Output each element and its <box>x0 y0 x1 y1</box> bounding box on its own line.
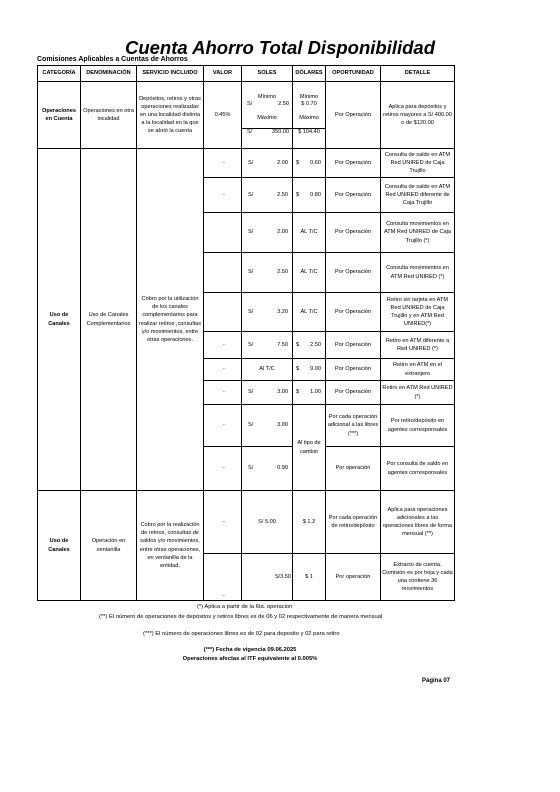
detalle-cell: Aplica para depósitos y retiros mayores a S/ 400.00 o de $120.00 <box>381 82 455 149</box>
footnote-3: (***) El número de operaciones libres es de 02 para deposito y 02 para retiro <box>143 631 340 637</box>
dolares-cell <box>293 82 326 149</box>
dolares-cell: Al tipo de cambio <box>293 405 326 491</box>
page-number: Página 07 <box>422 678 451 684</box>
dolares-cell <box>293 149 326 178</box>
soles-value: 2.00 <box>277 159 288 166</box>
header-valor: VALOR <box>204 66 242 82</box>
categoria-cell: Operaciones en Cuenta <box>38 82 81 149</box>
currency: S/ <box>248 159 254 166</box>
soles-cell <box>242 405 293 447</box>
soles-value: 2.50 <box>277 269 288 276</box>
detalle-cell: Consulta de saldo en ATM Red UNIRED diferente de Caja Trujillo <box>381 178 455 213</box>
soles-min: 2.50 <box>278 101 289 108</box>
currency: S/ <box>247 101 253 108</box>
header-oportunidad: OPORTUNIDAD <box>326 66 381 82</box>
soles-value: 7.50 <box>277 341 288 348</box>
table-row <box>38 82 455 149</box>
soles-value: 0.90 <box>277 465 288 472</box>
table-row <box>38 149 455 178</box>
oportunidad-cell: Por Operación <box>326 293 381 332</box>
soles-value: 3.00 <box>277 389 288 396</box>
dolares-cell <box>293 178 326 213</box>
detalle-cell: Por consulta de saldo en agentes corresponsales <box>381 447 455 491</box>
soles-value: 3.00 <box>277 422 288 429</box>
table-row <box>38 491 455 554</box>
table-subtitle: Comisiones Aplicables a Cuentas de Ahorros <box>37 56 188 63</box>
footnote-2: (**) El número de operaciones de depósitos y retiros libres es de 06 y 02 respectivamente de manera mensual <box>99 614 383 620</box>
currency: S/ <box>248 269 254 276</box>
header-row <box>38 66 455 82</box>
valor-cell <box>204 293 242 332</box>
soles-cell <box>242 253 293 293</box>
dolares-cell: AL T/C <box>293 293 326 332</box>
soles-value: 2.00 <box>277 229 288 236</box>
currency: S/ <box>247 128 253 135</box>
maximo-label: Máximo <box>299 114 319 121</box>
oportunidad-cell: Por Operación <box>326 381 381 405</box>
valor-cell: 0.45% <box>204 82 242 149</box>
currency: S/ <box>248 191 254 198</box>
soles-cell <box>242 293 293 332</box>
soles-value: 3.20 <box>277 308 288 315</box>
currency: $ <box>296 366 300 373</box>
soles-cell: S/ 5.00 <box>242 491 293 554</box>
soles-cell <box>242 82 293 149</box>
detalle-cell: Retiro en ATM Red UNIRED (*) <box>381 381 455 405</box>
denominacion-cell: Uso de Canales Complementarios <box>81 149 137 491</box>
soles-value: 2.50 <box>277 191 288 198</box>
detalle-cell: Consulta movimientos en ATM Red UNIRED de Caja Trujillo (*) <box>381 213 455 253</box>
oportunidad-cell: Por Operación <box>326 149 381 178</box>
dolares-cell <box>293 332 326 359</box>
header-denominacion: DENOMINACIÓN <box>81 66 137 82</box>
footnote-1: (*) Aplica a partir de la 6ta. operacion <box>197 604 293 610</box>
oportunidad-cell: Por operación <box>326 447 381 491</box>
dolares-cell: $ 1 <box>293 554 326 601</box>
minimo-label: Mínimo <box>257 93 277 100</box>
soles-cell <box>242 381 293 405</box>
denominacion-cell: Operación en ventanilla <box>81 491 137 601</box>
dolares-value: 9.00 <box>310 366 321 373</box>
currency: $ <box>296 159 300 166</box>
oportunidad-cell: Por Operación <box>326 359 381 381</box>
currency: S/ <box>248 422 254 429</box>
currency: $ <box>296 191 300 198</box>
categoria-cell: Uso de Canales <box>38 491 81 601</box>
dolares-min: $ 0.70 <box>301 101 317 108</box>
servicio-cell: Cobro por la realización de retiros, consultas de saldos y/o movimientos, entre otras operaciones, en ventanilla de la entidad. <box>137 491 204 601</box>
categoria-cell: Uso de Canales <box>38 149 81 491</box>
dolares-cell: AL T/C <box>293 213 326 253</box>
valor-cell: - <box>204 149 242 178</box>
oportunidad-cell: Por cada operación de retiro/depósito <box>326 491 381 554</box>
header-detalle: DETALLE <box>381 66 455 82</box>
soles-cell: S/3.50 <box>242 554 293 601</box>
currency: S/ <box>248 341 254 348</box>
valor-cell <box>204 213 242 253</box>
oportunidad-cell: Por Operación <box>326 213 381 253</box>
soles-cell <box>242 447 293 491</box>
header-servicio: SERVICIO INCLUIDO <box>137 66 204 82</box>
detalle-cell: Extracto de cuenta. Comisión es por hoja y cada una contiene 36 movimientos <box>381 554 455 601</box>
currency: S/ <box>248 465 254 472</box>
itf-note: Operaciones afectas al ITF equivalente al 0.005% <box>182 656 318 662</box>
detalle-cell: Retiro en ATM diferente a Red UNIRED (*) <box>381 332 455 359</box>
oportunidad-cell: Por Operación <box>326 178 381 213</box>
valor-cell: - <box>204 381 242 405</box>
dolares-max: $ 104.40 <box>293 128 325 136</box>
valor-cell: - <box>204 491 242 554</box>
page-title: Cuenta Ahorro Total Disponibilidad <box>124 37 436 58</box>
valor-cell: - <box>204 447 242 491</box>
fees-table <box>37 65 455 601</box>
soles-cell <box>242 178 293 213</box>
currency: S/ <box>248 389 254 396</box>
dolares-value: 0.80 <box>310 191 321 198</box>
minimo-label: Mínimo <box>299 93 319 100</box>
detalle-cell: Por retiro/depósito en agentes corresponsales <box>381 405 455 447</box>
dolares-cell <box>293 359 326 381</box>
header-dolares: DÓLARES <box>293 66 326 82</box>
maximo-label: Máximo <box>257 114 277 121</box>
detalle-cell: Aplica para operaciones adicionales a las operaciones libres de forma mensual (**) <box>381 491 455 554</box>
soles-cell <box>242 332 293 359</box>
valor-cell: - <box>204 178 242 213</box>
currency: S/ <box>248 229 254 236</box>
currency: S/ <box>248 308 254 315</box>
oportunidad-cell: Por Operación <box>326 82 381 149</box>
soles-cell: Al T/C <box>242 359 293 381</box>
valor-cell: - <box>204 332 242 359</box>
dolares-value: 0.60 <box>310 159 321 166</box>
valor-cell: - <box>204 359 242 381</box>
dolares-cell: AL T/C <box>293 253 326 293</box>
oportunidad-cell: Por Operación <box>326 332 381 359</box>
oportunidad-cell: Por cada operación adicional a las libres (***) <box>326 405 381 447</box>
effective-date: (***) Fecha de vigencia 09.06.2025 <box>203 647 297 653</box>
dolares-value: 1.00 <box>310 389 321 396</box>
valor-cell: - <box>204 554 242 601</box>
dolares-cell <box>293 381 326 405</box>
oportunidad-cell: Por Operación <box>326 253 381 293</box>
denominacion-cell: Operaciones en otra localidad <box>81 82 137 149</box>
detalle-cell: Retiro en ATM en el extranjero <box>381 359 455 381</box>
soles-cell <box>242 149 293 178</box>
dolares-cell: $ 1.2 <box>293 491 326 554</box>
servicio-cell: Depósitos, retiros y otras operaciones realizadas en una localidad distinta a la localidad en la que se abrió la cuenta <box>137 82 204 149</box>
detalle-cell: Consulta de saldo en ATM Red UNIRED de Caja Trujillo <box>381 149 455 178</box>
detalle-cell: Consulta movimientos en ATM Red UNIRED (*) <box>381 253 455 293</box>
valor-cell <box>204 253 242 293</box>
detalle-cell: Retiro sin tarjeta en ATM Red UNIRED de Caja Trujillo y en ATM Red UNIRED(*) <box>381 293 455 332</box>
servicio-cell: Cobro por la utilización de los canales complementarios para realizar retiros ,consultas y/o movimientos, entre otras operaciones. <box>137 149 204 491</box>
soles-cell <box>242 213 293 253</box>
dolares-value: 2.50 <box>310 341 321 348</box>
header-categoria: CATEGORÍA <box>38 66 81 82</box>
currency: $ <box>296 389 300 396</box>
valor-cell: - <box>204 405 242 447</box>
oportunidad-cell: Por operación <box>326 554 381 601</box>
currency: $ <box>296 341 300 348</box>
header-soles: SOLES <box>242 66 293 82</box>
soles-max: 350.00 <box>271 128 289 135</box>
